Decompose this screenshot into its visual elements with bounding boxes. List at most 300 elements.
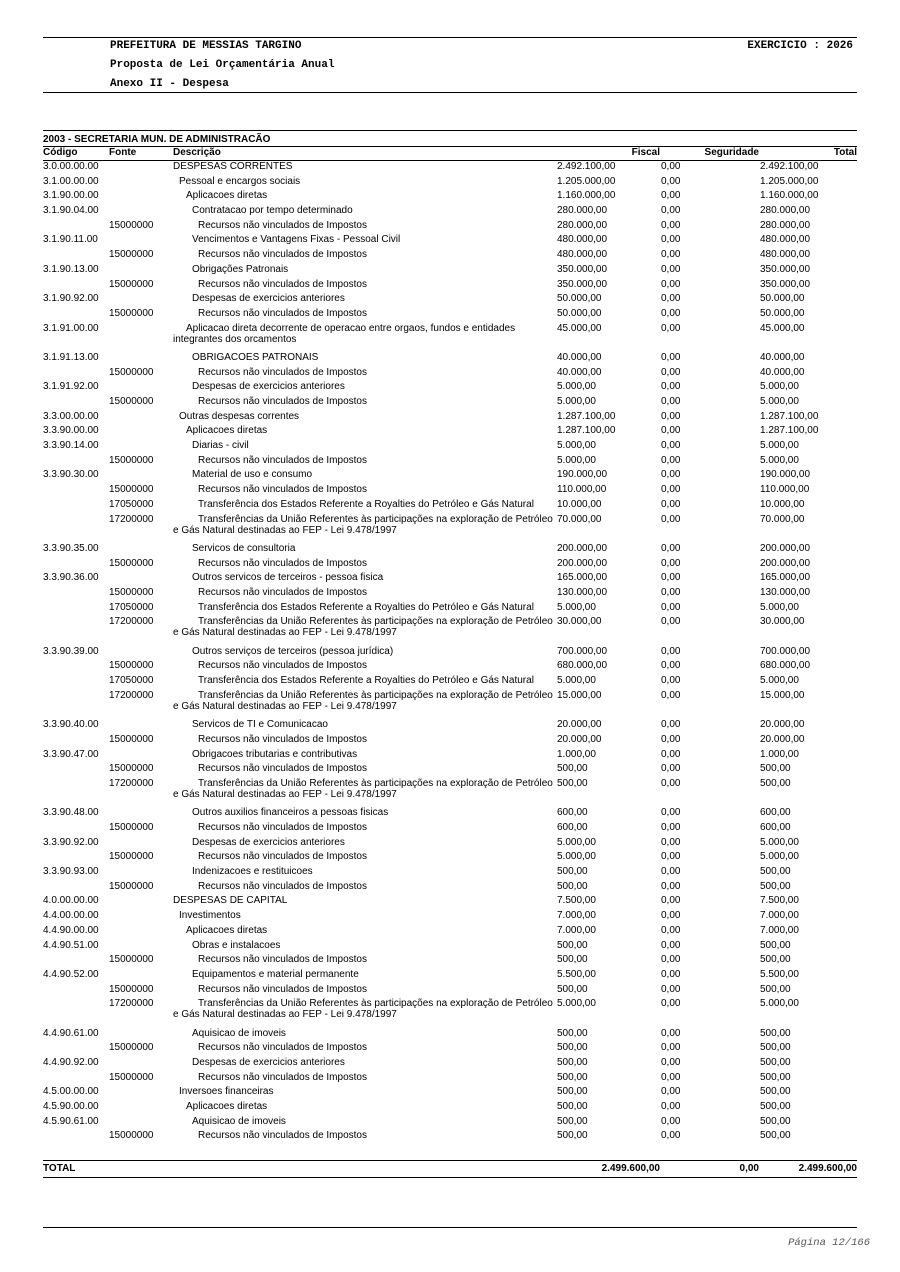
table-row xyxy=(43,234,857,249)
table-row xyxy=(43,1057,857,1072)
table-row xyxy=(43,176,857,191)
cell-total: 110.000,00 xyxy=(760,484,810,496)
cell-codigo xyxy=(43,499,109,514)
cell-seguridade: 0,00 xyxy=(661,998,681,1010)
table-row xyxy=(43,514,857,543)
cell-fiscal: 5.000,00 xyxy=(557,396,596,408)
cell-fonte xyxy=(109,176,173,191)
cell-fiscal: 20.000,00 xyxy=(557,733,602,745)
cell-seguridade: 0,00 xyxy=(661,513,681,525)
cell-fiscal: 70.000,00 xyxy=(557,513,602,525)
cell-descricao: Recursos não vinculados de Impostos xyxy=(198,851,367,863)
cell-seguridade: 0,00 xyxy=(661,733,681,745)
cell-seguridade: 0,00 xyxy=(661,381,681,393)
cell-fiscal: 5.500,00 xyxy=(557,968,596,980)
cell-total: 15.000,00 xyxy=(760,689,805,701)
cell-codigo: 4.4.90.61.00 xyxy=(43,1027,99,1039)
cell-codigo: 3.3.00.00.00 xyxy=(43,410,99,422)
cell-fonte: 15000000 xyxy=(109,366,154,378)
cell-codigo: 4.4.90.52.00 xyxy=(43,968,99,980)
table-row xyxy=(43,220,857,235)
cell-seguridade: 0,00 xyxy=(661,278,681,290)
cell-total: 7.000,00 xyxy=(760,910,799,922)
cell-seguridade: 0,00 xyxy=(661,616,681,628)
cell-fiscal: 1.205.000,00 xyxy=(557,175,616,187)
cell-fiscal: 7.000,00 xyxy=(557,924,596,936)
cell-fiscal: 5.000,00 xyxy=(557,601,596,613)
top-rule xyxy=(43,37,857,38)
cell-fiscal: 500,00 xyxy=(557,983,588,995)
table-row xyxy=(43,352,857,367)
cell-codigo: 3.1.91.13.00 xyxy=(43,351,99,363)
cell-codigo xyxy=(43,675,109,690)
cell-codigo: 3.1.90.04.00 xyxy=(43,205,99,217)
cell-descricao: Obrigações Patronais xyxy=(192,263,289,275)
cell-total: 5.000,00 xyxy=(760,851,799,863)
cell-fonte xyxy=(109,719,173,734)
cell-codigo: 3.1.00.00.00 xyxy=(43,175,99,187)
cell-descricao: Despesas de exercicios anteriores xyxy=(192,381,345,393)
cell-seguridade: 0,00 xyxy=(661,542,681,554)
cell-total: 480.000,00 xyxy=(760,234,811,246)
cell-descricao: Recursos não vinculados de Impostos xyxy=(198,763,367,775)
table-row xyxy=(43,925,857,940)
cell-seguridade: 0,00 xyxy=(661,366,681,378)
cell-seguridade: 0,00 xyxy=(661,469,681,481)
cell-fiscal: 190.000,00 xyxy=(557,469,608,481)
cell-total: 500,00 xyxy=(760,1057,791,1069)
cell-descricao: Recursos não vinculados de Impostos xyxy=(198,880,367,892)
cell-codigo: 4.5.90.61.00 xyxy=(43,1115,99,1127)
cell-fiscal: 2.492.100,00 xyxy=(557,161,616,172)
column-header-fiscal: Fiscal xyxy=(631,147,660,158)
cell-seguridade: 0,00 xyxy=(661,322,681,334)
cell-codigo xyxy=(43,1130,109,1145)
cell-seguridade: 0,00 xyxy=(661,484,681,496)
cell-fiscal: 1.160.000,00 xyxy=(557,190,616,202)
cell-total: 600,00 xyxy=(760,822,791,834)
cell-fiscal: 500,00 xyxy=(557,954,588,966)
total-top-rule xyxy=(43,1160,857,1161)
cell-fiscal: 5.000,00 xyxy=(557,381,596,393)
cell-codigo xyxy=(43,881,109,896)
cell-total: 5.000,00 xyxy=(760,675,799,687)
cell-fonte xyxy=(109,1116,173,1131)
cell-total: 700.000,00 xyxy=(760,645,811,657)
cell-fiscal: 200.000,00 xyxy=(557,557,608,569)
cell-total: 5.000,00 xyxy=(760,454,799,466)
cell-descricao: Recursos não vinculados de Impostos xyxy=(198,249,367,261)
cell-seguridade: 0,00 xyxy=(661,924,681,936)
table-row xyxy=(43,1042,857,1057)
cell-codigo xyxy=(43,602,109,617)
cell-codigo: 3.3.90.40.00 xyxy=(43,719,99,731)
cell-fonte: 15000000 xyxy=(109,586,154,598)
cell-total: 40.000,00 xyxy=(760,351,805,363)
total-fiscal: 2.499.600,00 xyxy=(601,1163,660,1174)
cell-fiscal: 30.000,00 xyxy=(557,616,602,628)
cell-fonte xyxy=(109,293,173,308)
cell-total: 5.000,00 xyxy=(760,396,799,408)
cell-codigo xyxy=(43,734,109,749)
table-row xyxy=(43,205,857,220)
footer-rule xyxy=(43,1227,857,1228)
cell-descricao: Vencimentos e Vantagens Fixas - Pessoal Civil xyxy=(192,234,401,246)
cell-fonte: 15000000 xyxy=(109,660,154,672)
cell-fonte: 17050000 xyxy=(109,601,154,613)
cell-codigo: 4.4.90.00.00 xyxy=(43,924,99,936)
cell-fiscal: 10.000,00 xyxy=(557,498,602,510)
cell-seguridade: 0,00 xyxy=(661,263,681,275)
cell-fiscal: 5.000,00 xyxy=(557,851,596,863)
table-row xyxy=(43,264,857,279)
cell-fiscal: 600,00 xyxy=(557,807,588,819)
table-row xyxy=(43,499,857,514)
cell-total: 5.000,00 xyxy=(760,836,799,848)
cell-total: 5.000,00 xyxy=(760,998,799,1010)
cell-descricao: Transferência dos Estados Referente a Royalties do Petróleo e Gás Natural xyxy=(198,498,534,510)
cell-codigo xyxy=(43,558,109,573)
cell-seguridade: 0,00 xyxy=(661,807,681,819)
cell-fonte xyxy=(109,1057,173,1072)
cell-fiscal: 480.000,00 xyxy=(557,249,608,261)
cell-seguridade: 0,00 xyxy=(661,454,681,466)
cell-fonte xyxy=(109,895,173,910)
cell-codigo: 4.4.00.00.00 xyxy=(43,910,99,922)
cell-fonte: 15000000 xyxy=(109,822,154,834)
table-row xyxy=(43,279,857,294)
cell-fonte: 17200000 xyxy=(109,998,154,1010)
cell-descricao: Recursos não vinculados de Impostos xyxy=(198,366,367,378)
cell-seguridade: 0,00 xyxy=(661,1057,681,1069)
table-row xyxy=(43,1130,857,1145)
cell-fonte: 15000000 xyxy=(109,954,154,966)
cell-descricao: Material de uso e consumo xyxy=(192,469,313,481)
cell-fonte: 15000000 xyxy=(109,484,154,496)
column-header-total: Total xyxy=(833,147,857,158)
cell-descricao: Transferências da União Referentes às participações na exploração de Petróleo e Gás Natural destinadas ao FEP - Lei 9.478/1997 xyxy=(173,998,553,1021)
table-row xyxy=(43,1072,857,1087)
table-row xyxy=(43,910,857,925)
cell-seguridade: 0,00 xyxy=(661,1130,681,1142)
cell-descricao: Recursos não vinculados de Impostos xyxy=(198,954,367,966)
cell-descricao: Aquisicao de imoveis xyxy=(192,1115,286,1127)
cell-total: 500,00 xyxy=(760,1130,791,1142)
cell-seguridade: 0,00 xyxy=(661,895,681,907)
cell-codigo: 4.4.90.92.00 xyxy=(43,1057,99,1069)
cell-fiscal: 500,00 xyxy=(557,1027,588,1039)
table-row xyxy=(43,616,857,645)
cell-seguridade: 0,00 xyxy=(661,190,681,202)
cell-fiscal: 1.000,00 xyxy=(557,748,596,760)
cell-seguridade: 0,00 xyxy=(661,822,681,834)
cell-descricao: Recursos não vinculados de Impostos xyxy=(198,396,367,408)
cell-descricao: DESPESAS CORRENTES xyxy=(173,161,293,172)
cell-descricao: Aquisicao de imoveis xyxy=(192,1027,286,1039)
cell-total: 480.000,00 xyxy=(760,249,811,261)
cell-fonte: 15000000 xyxy=(109,454,154,466)
cell-fiscal: 200.000,00 xyxy=(557,542,608,554)
cell-descricao: Obrigacoes tributarias e contributivas xyxy=(192,748,358,760)
cell-total: 500,00 xyxy=(760,1086,791,1098)
table-row xyxy=(43,881,857,896)
cell-descricao: Recursos não vinculados de Impostos xyxy=(198,219,367,231)
cell-descricao: Transferência dos Estados Referente a Royalties do Petróleo e Gás Natural xyxy=(198,675,534,687)
cell-total: 50.000,00 xyxy=(760,293,805,305)
cell-codigo: 4.5.00.00.00 xyxy=(43,1086,99,1098)
cell-total: 500,00 xyxy=(760,954,791,966)
table-row xyxy=(43,866,857,881)
cell-seguridade: 0,00 xyxy=(661,1027,681,1039)
cell-descricao: Aplicacoes diretas xyxy=(186,190,268,202)
cell-descricao: Recursos não vinculados de Impostos xyxy=(198,733,367,745)
table-row xyxy=(43,425,857,440)
cell-total: 20.000,00 xyxy=(760,719,805,731)
cell-seguridade: 0,00 xyxy=(661,675,681,687)
cell-descricao: OBRIGACOES PATRONAIS xyxy=(192,351,319,363)
cell-fiscal: 1.287.100,00 xyxy=(557,410,616,422)
cell-fonte: 15000000 xyxy=(109,880,154,892)
annex-title: Anexo II - Despesa xyxy=(110,78,229,90)
cell-seguridade: 0,00 xyxy=(661,425,681,437)
cell-total: 350.000,00 xyxy=(760,278,811,290)
cell-codigo xyxy=(43,778,109,807)
cell-fonte: 15000000 xyxy=(109,307,154,319)
cell-fonte xyxy=(109,440,173,455)
cell-descricao: Recursos não vinculados de Impostos xyxy=(198,586,367,598)
cell-total: 280.000,00 xyxy=(760,219,811,231)
cell-total: 190.000,00 xyxy=(760,469,811,481)
expense-table xyxy=(43,161,857,1145)
cell-fiscal: 500,00 xyxy=(557,866,588,878)
municipality-name: PREFEITURA DE MESSIAS TARGINO xyxy=(110,40,302,52)
cell-total: 500,00 xyxy=(760,866,791,878)
table-row xyxy=(43,1116,857,1131)
cell-fonte xyxy=(109,264,173,279)
table-row xyxy=(43,587,857,602)
table-row xyxy=(43,543,857,558)
table-row xyxy=(43,749,857,764)
column-header-seguridade: Seguridade xyxy=(704,147,759,158)
cell-fiscal: 480.000,00 xyxy=(557,234,608,246)
cell-total: 7.500,00 xyxy=(760,895,799,907)
cell-descricao: Transferência dos Estados Referente a Royalties do Petróleo e Gás Natural xyxy=(198,601,534,613)
cell-fonte: 15000000 xyxy=(109,983,154,995)
cell-codigo xyxy=(43,279,109,294)
cell-seguridade: 0,00 xyxy=(661,1101,681,1113)
cell-fonte xyxy=(109,940,173,955)
cell-total: 500,00 xyxy=(760,939,791,951)
cell-seguridade: 0,00 xyxy=(661,234,681,246)
cell-total: 7.000,00 xyxy=(760,924,799,936)
cell-fiscal: 110.000,00 xyxy=(557,484,607,496)
cell-seguridade: 0,00 xyxy=(661,910,681,922)
table-row xyxy=(43,807,857,822)
table-row xyxy=(43,895,857,910)
cell-fiscal: 500,00 xyxy=(557,939,588,951)
table-row xyxy=(43,998,857,1027)
cell-fiscal: 130.000,00 xyxy=(557,586,608,598)
cell-codigo xyxy=(43,998,109,1027)
cell-fiscal: 40.000,00 xyxy=(557,351,602,363)
cell-codigo xyxy=(43,484,109,499)
cell-seguridade: 0,00 xyxy=(661,748,681,760)
table-row xyxy=(43,602,857,617)
cell-fiscal: 5.000,00 xyxy=(557,998,596,1010)
cell-codigo xyxy=(43,396,109,411)
cell-fonte: 15000000 xyxy=(109,219,154,231)
cell-descricao: Outros servicos de terceiros - pessoa fisica xyxy=(192,572,384,584)
document-title: Proposta de Lei Orçamentária Anual xyxy=(110,59,335,71)
cell-fiscal: 40.000,00 xyxy=(557,366,602,378)
cell-descricao: Investimentos xyxy=(179,910,241,922)
cell-descricao: Contratacao por tempo determinado xyxy=(192,205,353,217)
cell-codigo xyxy=(43,249,109,264)
cell-fonte: 15000000 xyxy=(109,396,154,408)
table-row xyxy=(43,675,857,690)
total-bottom-rule xyxy=(43,1177,857,1178)
cell-descricao: Despesas de exercicios anteriores xyxy=(192,1057,345,1069)
table-row xyxy=(43,719,857,734)
cell-total: 1.287.100,00 xyxy=(760,410,819,422)
cell-codigo xyxy=(43,954,109,969)
cell-codigo xyxy=(43,822,109,837)
cell-codigo: 3.3.90.35.00 xyxy=(43,542,99,554)
cell-descricao: Equipamentos e material permanente xyxy=(192,968,359,980)
cell-fonte xyxy=(109,205,173,220)
cell-seguridade: 0,00 xyxy=(661,557,681,569)
cell-descricao: Aplicacoes diretas xyxy=(186,1101,268,1113)
cell-descricao: Recursos não vinculados de Impostos xyxy=(198,1071,367,1083)
cell-total: 500,00 xyxy=(760,1042,791,1054)
cell-seguridade: 0,00 xyxy=(661,851,681,863)
section-title: 2003 - SECRETARIA MUN. DE ADMINISTRACÃO xyxy=(43,134,271,145)
cell-seguridade: 0,00 xyxy=(661,719,681,731)
table-row xyxy=(43,308,857,323)
cell-fonte: 15000000 xyxy=(109,1071,154,1083)
cell-fonte xyxy=(109,749,173,764)
total-label: TOTAL xyxy=(43,1163,76,1174)
table-row xyxy=(43,484,857,499)
cell-fonte xyxy=(109,646,173,661)
cell-codigo xyxy=(43,763,109,778)
cell-seguridade: 0,00 xyxy=(661,219,681,231)
cell-fonte: 15000000 xyxy=(109,851,154,863)
cell-total: 40.000,00 xyxy=(760,366,805,378)
cell-fonte xyxy=(109,411,173,426)
cell-fonte xyxy=(109,572,173,587)
cell-descricao: DESPESAS DE CAPITAL xyxy=(173,895,288,907)
total-seguridade: 0,00 xyxy=(739,1163,759,1174)
cell-codigo: 3.3.90.30.00 xyxy=(43,469,99,481)
fiscal-year: EXERCICIO : 2026 xyxy=(747,40,853,52)
cell-total: 5.000,00 xyxy=(760,601,799,613)
cell-seguridade: 0,00 xyxy=(661,1115,681,1127)
cell-descricao: Outros auxilios financeiros a pessoas fisicas xyxy=(192,807,389,819)
cell-total: 1.000,00 xyxy=(760,748,799,760)
cell-descricao: Recursos não vinculados de Impostos xyxy=(198,1130,367,1142)
cell-fonte xyxy=(109,469,173,484)
cell-codigo xyxy=(43,587,109,602)
cell-total: 45.000,00 xyxy=(760,322,805,334)
cell-total: 200.000,00 xyxy=(760,557,811,569)
table-row xyxy=(43,381,857,396)
cell-codigo: 3.1.90.00.00 xyxy=(43,190,99,202)
table-row xyxy=(43,778,857,807)
cell-codigo: 3.1.90.11.00 xyxy=(43,234,98,246)
cell-fonte xyxy=(109,866,173,881)
cell-seguridade: 0,00 xyxy=(661,880,681,892)
cell-fonte xyxy=(109,1086,173,1101)
cell-descricao: Aplicacoes diretas xyxy=(186,924,268,936)
cell-fiscal: 680.000,00 xyxy=(557,660,608,672)
cell-total: 500,00 xyxy=(760,763,791,775)
cell-total: 2.492.100,00 xyxy=(760,161,819,172)
cell-fonte xyxy=(109,543,173,558)
cell-seguridade: 0,00 xyxy=(661,866,681,878)
cell-fonte: 15000000 xyxy=(109,1130,154,1142)
table-row xyxy=(43,323,857,352)
cell-descricao: Recursos não vinculados de Impostos xyxy=(198,1042,367,1054)
cell-seguridade: 0,00 xyxy=(661,954,681,966)
cell-fonte: 15000000 xyxy=(109,1042,154,1054)
cell-total: 130.000,00 xyxy=(760,586,811,598)
cell-fonte xyxy=(109,910,173,925)
cell-descricao: Recursos não vinculados de Impostos xyxy=(198,307,367,319)
cell-total: 600,00 xyxy=(760,807,791,819)
cell-descricao: Indenizacoes e restituicoes xyxy=(192,866,313,878)
cell-descricao: Transferências da União Referentes às participações na exploração de Petróleo e Gás Natural destinadas ao FEP - Lei 9.478/1997 xyxy=(173,616,553,639)
cell-codigo xyxy=(43,690,109,719)
cell-fonte: 17200000 xyxy=(109,777,154,789)
table-row xyxy=(43,190,857,205)
cell-descricao: Recursos não vinculados de Impostos xyxy=(198,557,367,569)
cell-fiscal: 350.000,00 xyxy=(557,263,608,275)
cell-descricao: Inversoes financeiras xyxy=(179,1086,274,1098)
cell-fiscal: 500,00 xyxy=(557,1071,588,1083)
cell-codigo xyxy=(43,514,109,543)
cell-fonte xyxy=(109,161,173,176)
table-row xyxy=(43,763,857,778)
cell-descricao: Obras e instalacoes xyxy=(192,939,281,951)
column-header-codigo: Código xyxy=(43,147,78,158)
cell-fiscal: 700.000,00 xyxy=(557,645,608,657)
cell-codigo xyxy=(43,367,109,382)
cell-fiscal: 500,00 xyxy=(557,1042,588,1054)
cell-seguridade: 0,00 xyxy=(661,660,681,672)
cell-seguridade: 0,00 xyxy=(661,175,681,187)
cell-seguridade: 0,00 xyxy=(661,939,681,951)
cell-total: 680.000,00 xyxy=(760,660,811,672)
column-header-descricao: Descrição xyxy=(173,147,221,158)
cell-fiscal: 280.000,00 xyxy=(557,219,608,231)
cell-seguridade: 0,00 xyxy=(661,1071,681,1083)
cell-seguridade: 0,00 xyxy=(661,1086,681,1098)
cell-codigo xyxy=(43,455,109,470)
cell-seguridade: 0,00 xyxy=(661,689,681,701)
cell-total: 10.000,00 xyxy=(760,498,805,510)
table-row xyxy=(43,411,857,426)
cell-fonte xyxy=(109,925,173,940)
cell-fiscal: 500,00 xyxy=(557,1101,588,1113)
cell-total: 5.500,00 xyxy=(760,968,799,980)
cell-fiscal: 500,00 xyxy=(557,1130,588,1142)
cell-seguridade: 0,00 xyxy=(661,645,681,657)
cell-seguridade: 0,00 xyxy=(661,396,681,408)
total-total: 2.499.600,00 xyxy=(798,1163,857,1174)
cell-descricao: Transferências da União Referentes às participações na exploração de Petróleo e Gás Natural destinadas ao FEP - Lei 9.478/1997 xyxy=(173,513,553,536)
table-row xyxy=(43,969,857,984)
